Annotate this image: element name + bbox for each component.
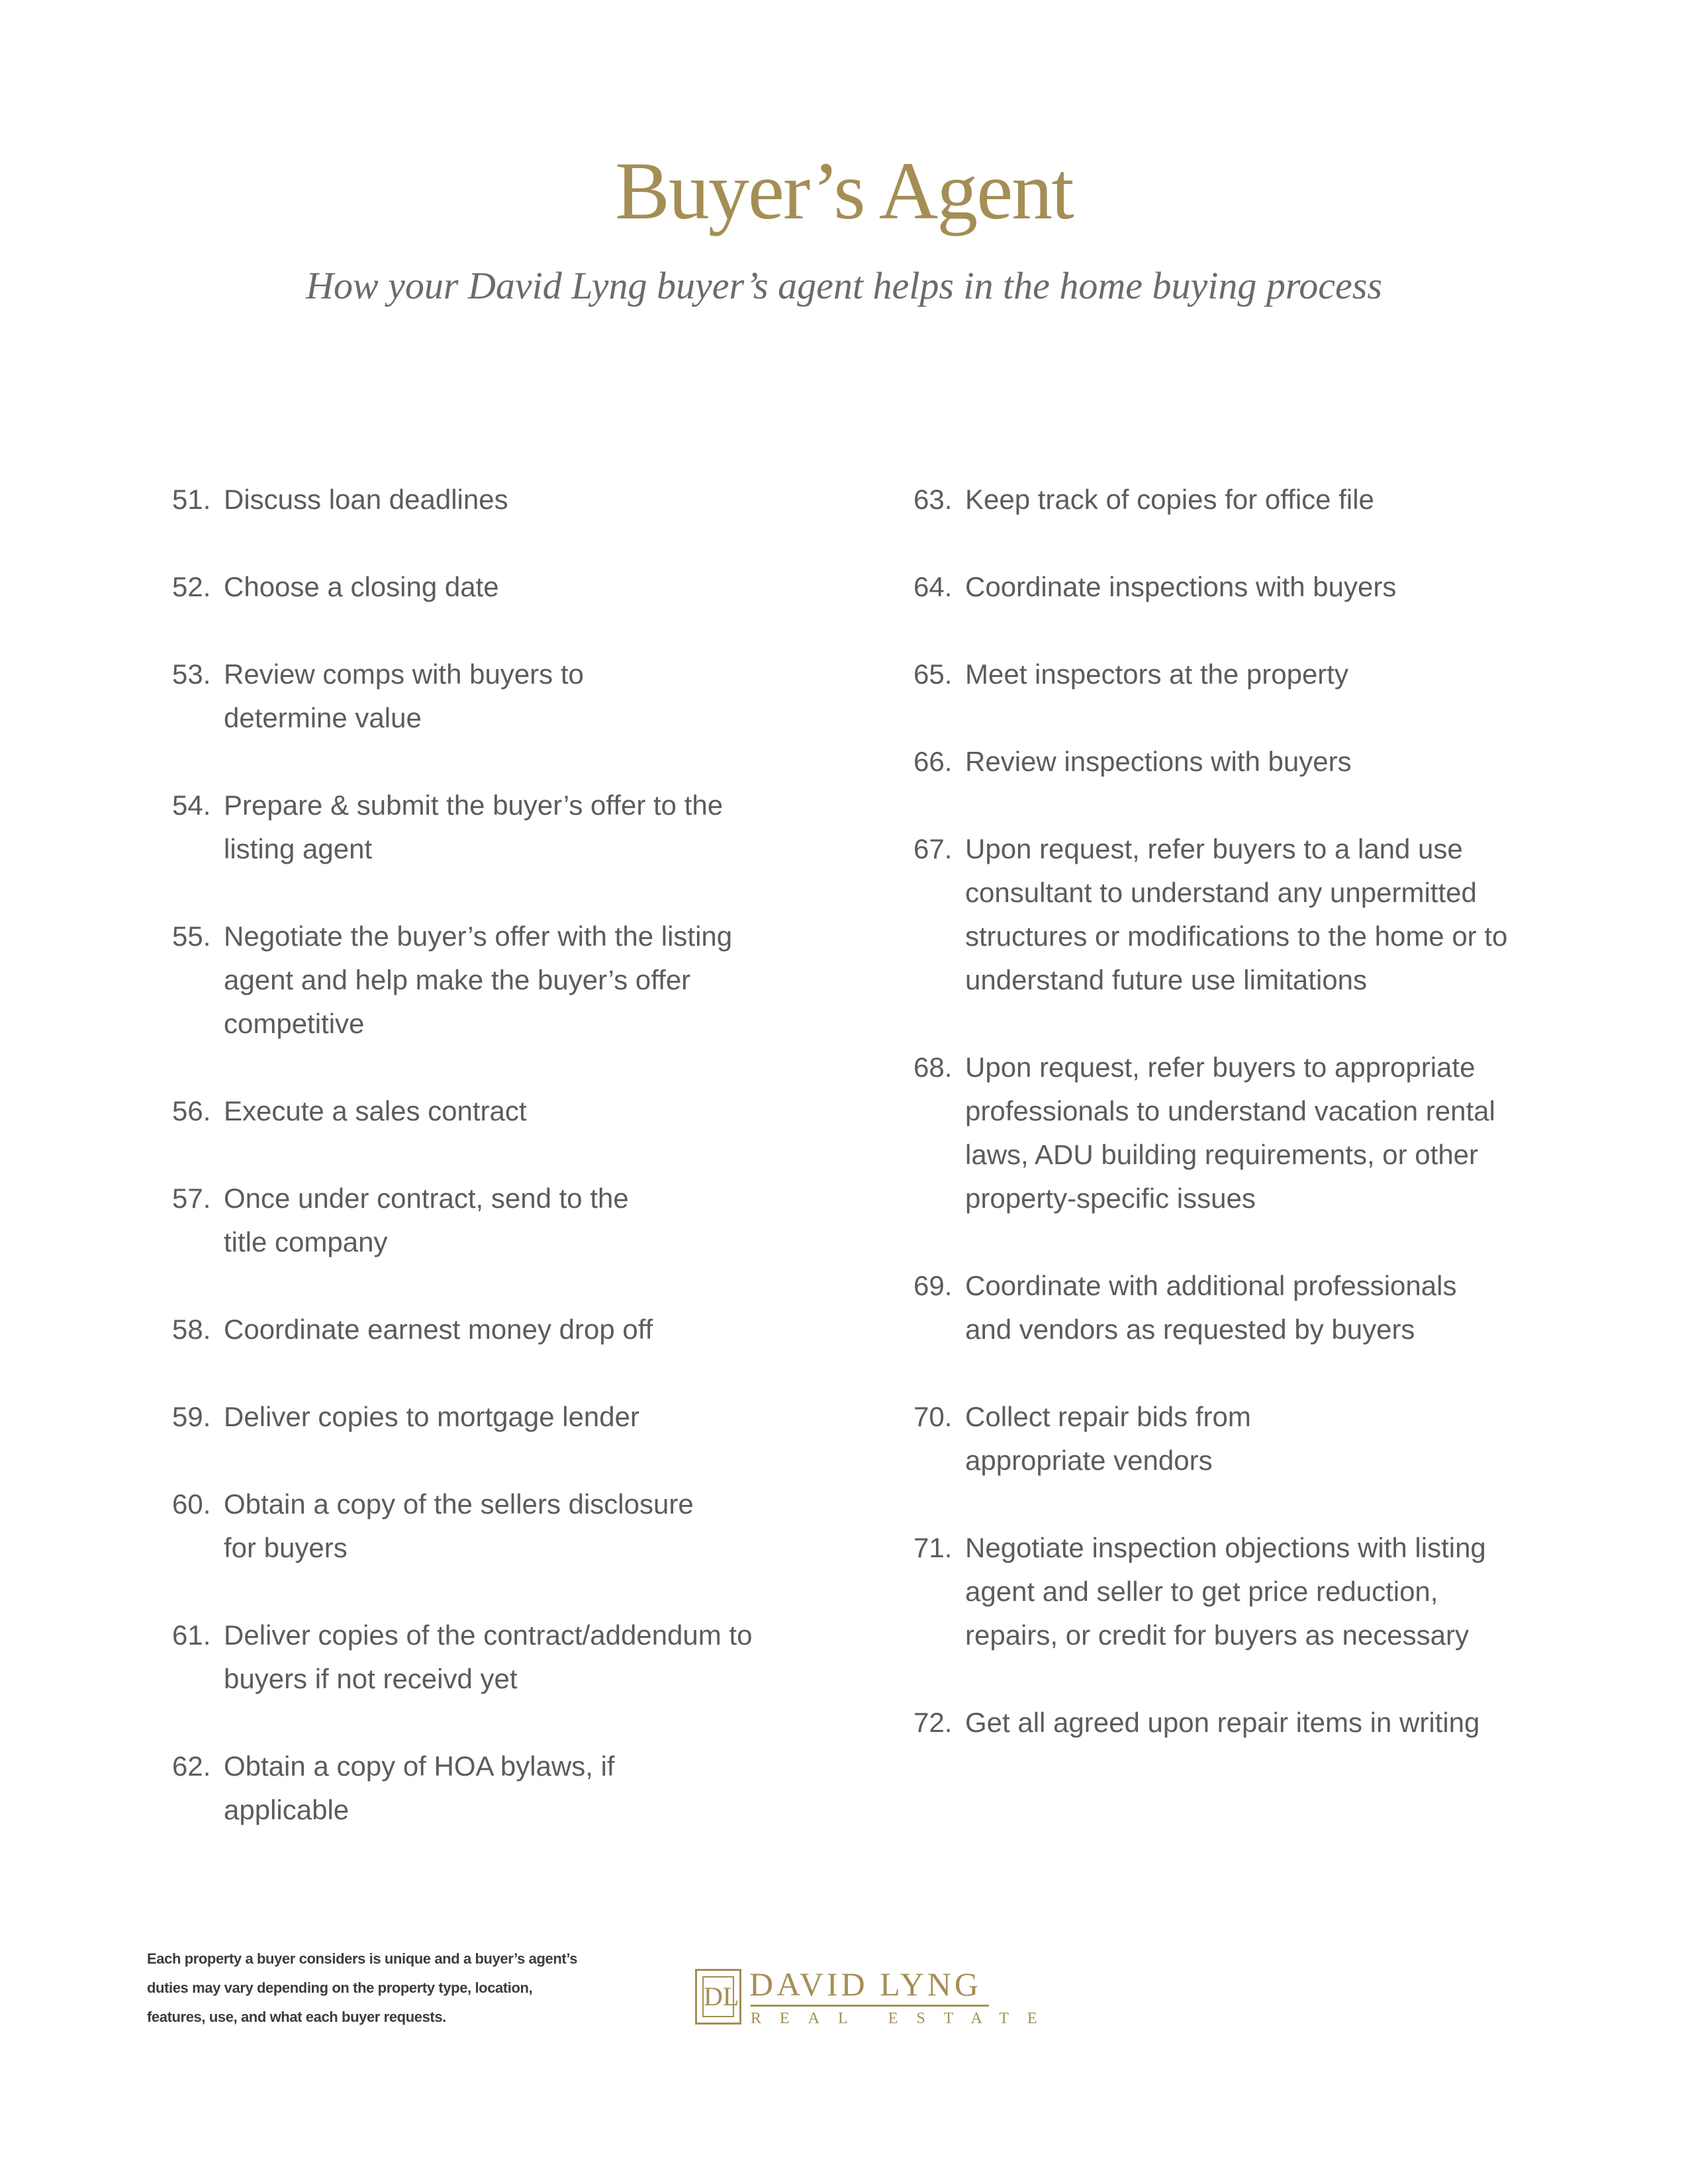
item-text: Keep track of copies for office file [965,484,1374,515]
item-number: 64. [914,571,953,602]
list-item [172,915,834,1046]
disclaimer-note: Each property a buyer considers is unique and a buyer’s agent’s duties may vary depending on the property type, location, features, use, and what each buyer requests. [147,1950,578,2025]
item-number: 68. [914,1052,953,1083]
item-number: 53. [172,659,211,690]
item-text: Obtain a copy of HOA bylaws, if applicable [224,1751,615,1825]
item-number: 62. [172,1751,211,1782]
list-item [172,1745,834,1832]
list-item [172,1614,834,1701]
item-number: 58. [172,1314,211,1345]
david-lyng-logo [695,1966,1056,2042]
logo-name: DAVID LYNG [749,1966,982,2003]
list-item [172,1177,834,1264]
item-text: Coordinate inspections with buyers [965,571,1397,602]
item-number: 52. [172,571,211,602]
item-text: Review comps with buyers to determine value [224,659,584,733]
list-item [172,1395,834,1439]
item-number: 54. [172,790,211,821]
list-item [914,1395,1575,1482]
list-item [172,653,834,740]
list-item [914,1264,1575,1351]
item-text: Upon request, refer buyers to a land use consultant to understand any unpermitted structures or modifications to the home or to understand future use limitations [965,833,1508,995]
item-text: Obtain a copy of the sellers disclosure for buyers [224,1488,694,1563]
logo-divider [751,2005,989,2007]
item-number: 69. [914,1270,953,1301]
item-text: Review inspections with buyers [965,746,1352,777]
item-text: Get all agreed upon repair items in writing [965,1707,1480,1738]
item-text: Execute a sales contract [224,1095,527,1126]
list-item [914,740,1575,784]
list-item [914,1701,1575,1745]
list-item [914,827,1575,1002]
list-item [172,784,834,871]
item-number: 60. [172,1488,211,1520]
page-subtitle: How your David Lyng buyer’s agent helps in the home buying process [306,264,1382,307]
list-item [172,565,834,609]
list-item [914,1526,1575,1657]
item-number: 72. [914,1707,953,1738]
item-number: 66. [914,746,953,777]
item-text: Coordinate earnest money drop off [224,1314,653,1345]
item-number: 63. [914,484,953,515]
item-number: 55. [172,921,211,952]
item-text: Choose a closing date [224,571,499,602]
item-text: Deliver copies of the contract/addendum to buyers if not receivd yet [224,1619,753,1694]
list-item [172,1089,834,1133]
item-text: Prepare & submit the buyer’s offer to the listing agent [224,790,724,864]
page-title: Buyer’s Agent [615,146,1073,236]
item-number: 59. [172,1401,211,1432]
list-item [172,1482,834,1570]
item-number: 71. [914,1532,953,1563]
item-text: Deliver copies to mortgage lender [224,1401,639,1432]
list-item [914,1046,1575,1220]
item-number: 70. [914,1401,953,1432]
list-item [914,565,1575,609]
item-number: 57. [172,1183,211,1214]
item-number: 67. [914,833,953,864]
item-number: 56. [172,1095,211,1126]
item-text: Discuss loan deadlines [224,484,508,515]
item-text: Negotiate inspection objections with listing agent and seller to get price reduction, repairs, or credit for buyers as necessary [965,1532,1486,1651]
item-text: Collect repair bids from appropriate vendors [965,1401,1251,1476]
item-number: 65. [914,659,953,690]
logo-tagline: REAL ESTATE [751,2010,1056,2027]
right-column [914,478,1575,1788]
item-number: 61. [172,1619,211,1651]
item-text: Meet inspectors at the property [965,659,1348,690]
item-number: 51. [172,484,211,515]
list-item [172,478,834,522]
logo-monogram: DL [702,1976,734,2017]
list-item [172,1308,834,1351]
item-text: Once under contract, send to the title company [224,1183,629,1257]
item-text: Upon request, refer buyers to appropriate professionals to understand vacation rental laws, ADU building requirements, or other property-specific issues [965,1052,1495,1214]
left-column [172,478,834,1876]
list-item [914,478,1575,522]
monogram-icon [695,1969,741,2025]
item-text: Coordinate with additional professionals and vendors as requested by buyers [965,1270,1457,1345]
item-text: Negotiate the buyer’s offer with the listing agent and help make the buyer’s offer competitive [224,921,733,1039]
list-item [914,653,1575,696]
